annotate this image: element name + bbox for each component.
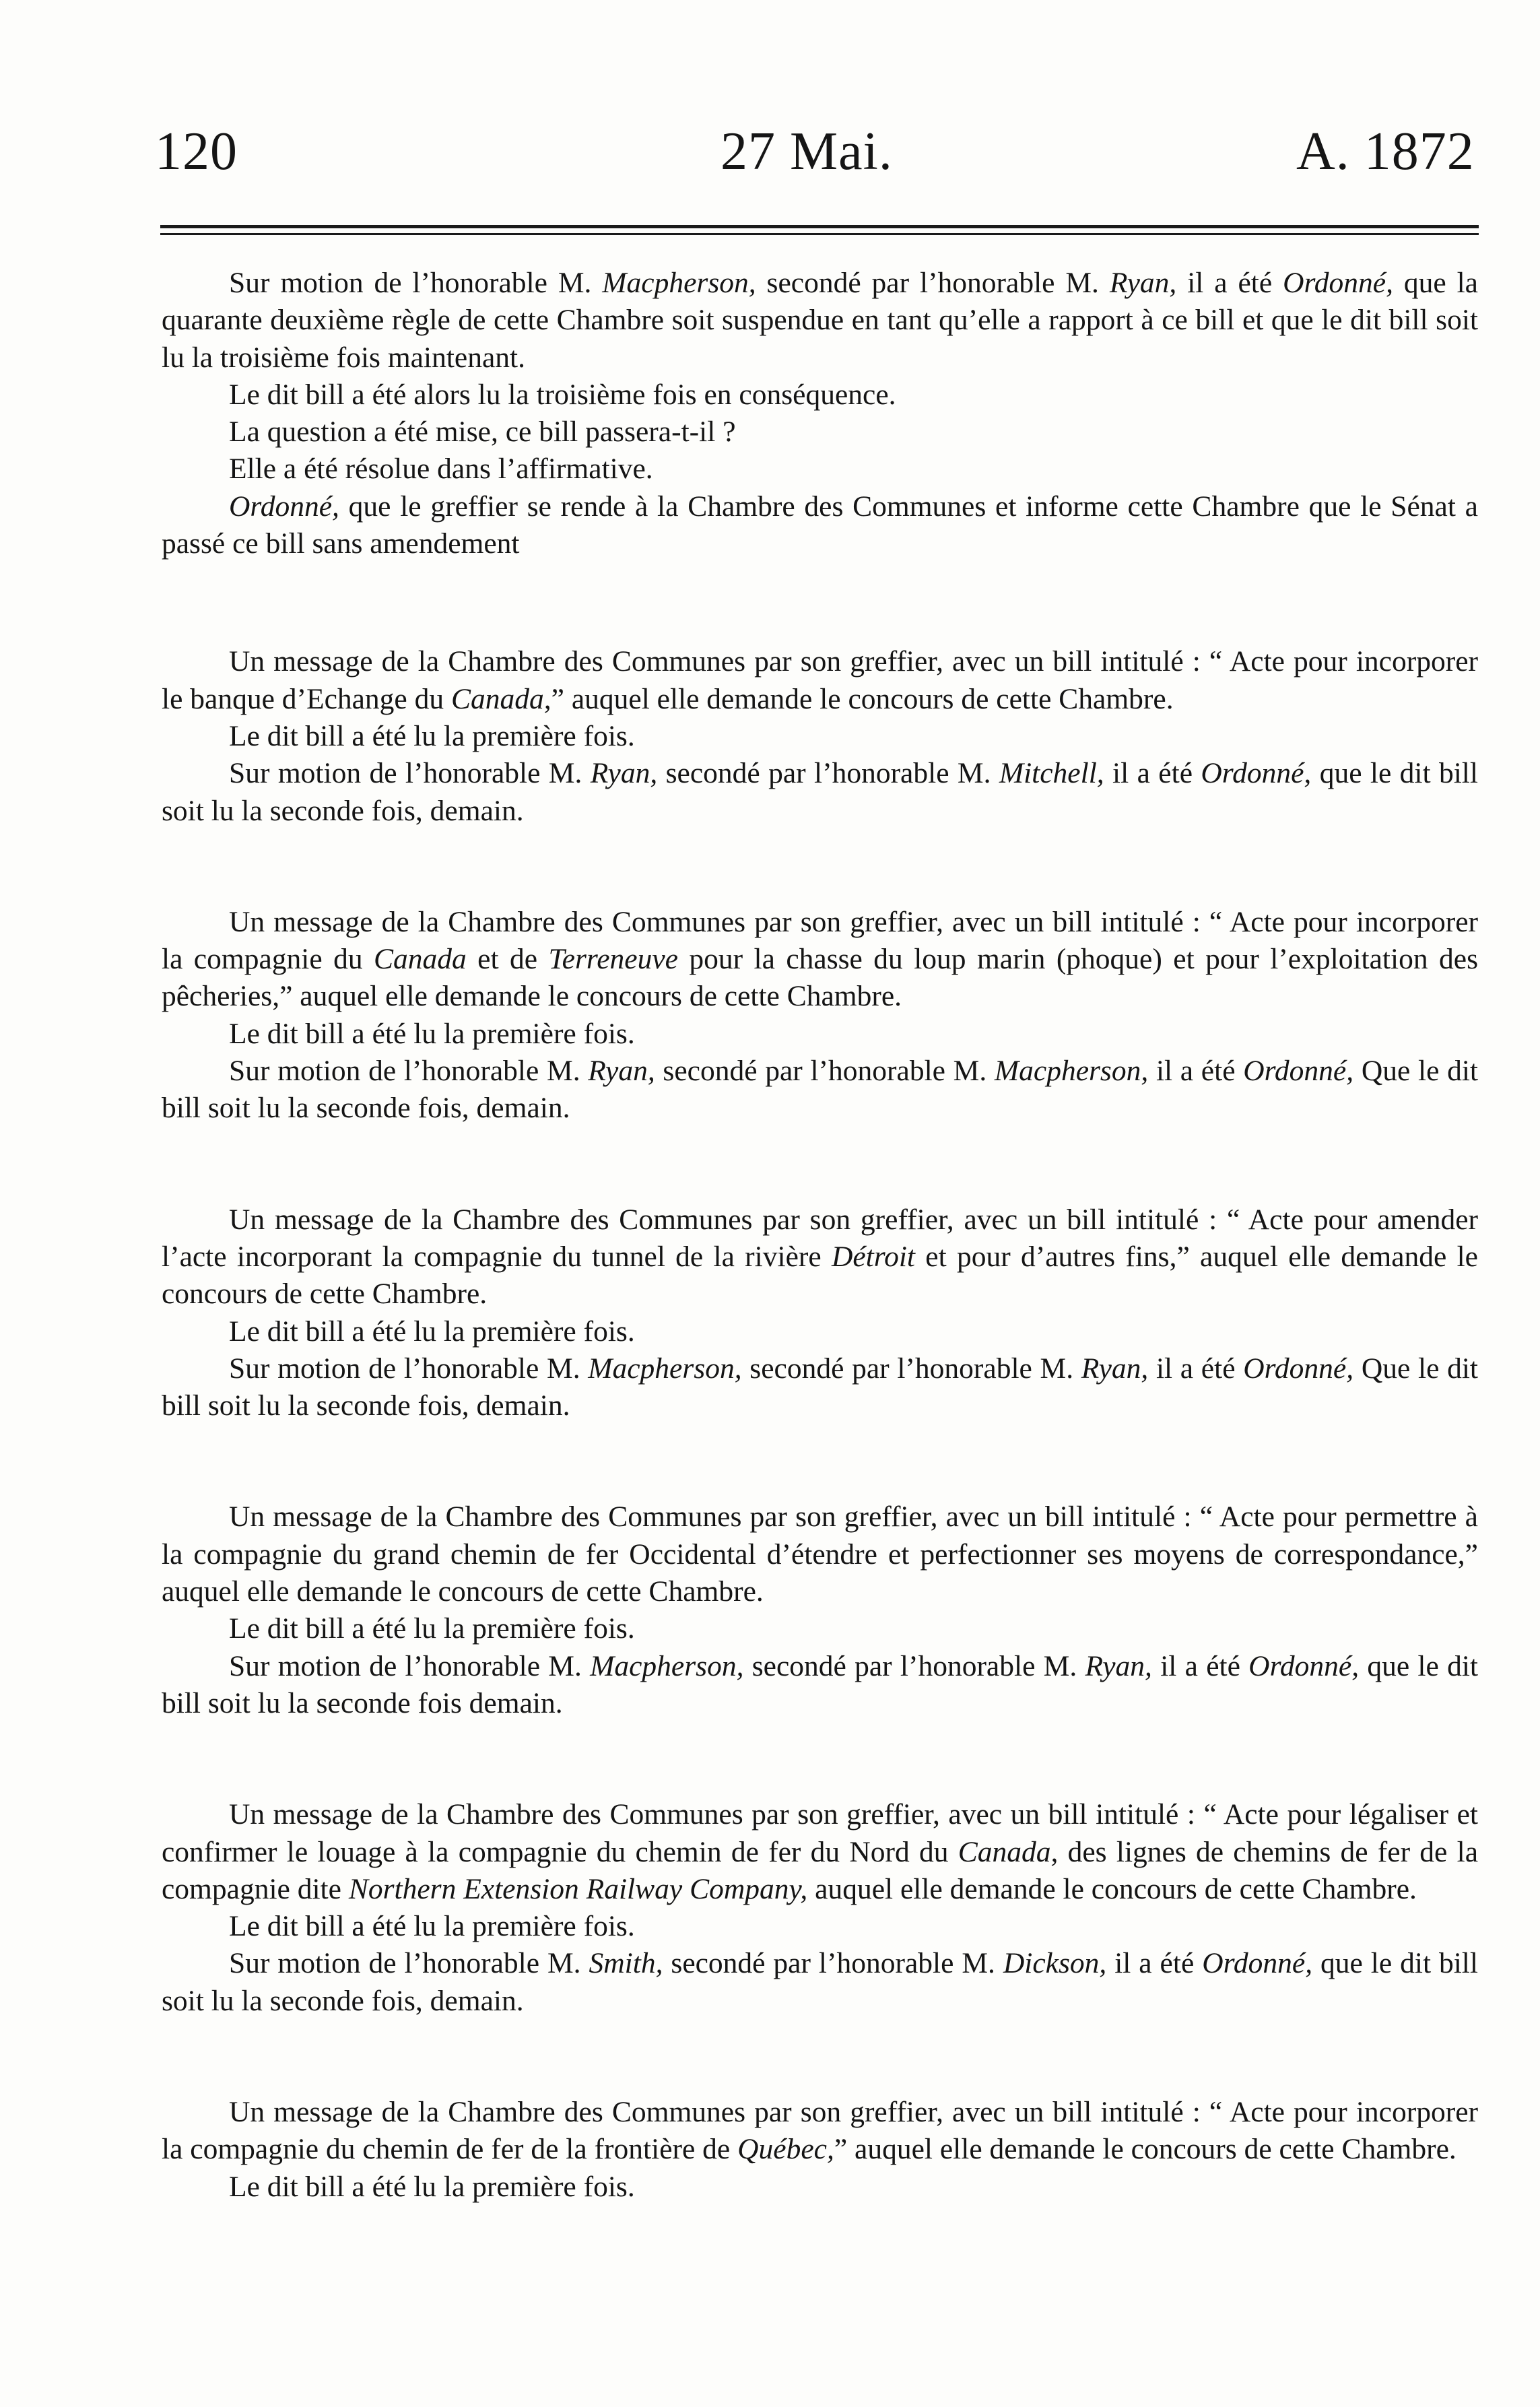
paragraph	[162, 1796, 1478, 1908]
italic-text: Ordonné,	[1202, 1947, 1313, 1980]
text-run: auquel elle demande le concours de cette Chambre.	[807, 1872, 1417, 1905]
text-run: il a été	[1151, 1649, 1249, 1682]
paragraph	[162, 1053, 1478, 1127]
entry-block	[162, 643, 1478, 829]
text-run: secondé par l’honorable M.	[756, 267, 1110, 299]
text-run: il a été	[1106, 1947, 1203, 1980]
text-run: Un message de la Chambre des Communes par son greffier, avec un bill intitulé : “ Acte pour permettre à la compagnie du grand chemin de fer Occidental d’étendre et perfectionner ses moyens de correspondance,” auquel elle demande le concours de cette Chambre.	[162, 1501, 1478, 1608]
italic-text: Canada,	[958, 1835, 1059, 1868]
block-spacer	[162, 1424, 1478, 1498]
text-run: Sur motion de l’honorable M.	[229, 1947, 589, 1980]
paragraph	[162, 643, 1478, 718]
italic-text: Ordonné,	[1201, 757, 1312, 790]
text-run: secondé par l’honorable M.	[655, 1055, 995, 1088]
text-run: secondé par l’honorable M.	[743, 1649, 1085, 1682]
text-run: ” auquel elle demande le concours de cette Chambre.	[834, 2133, 1457, 2166]
entry-block	[162, 265, 1478, 562]
page-number: 120	[155, 122, 238, 181]
block-spacer	[162, 830, 1478, 904]
text-run: Le dit bill a été lu la première fois.	[229, 1017, 635, 1050]
text-run: Que le dit bill soit lu la seconde fois, demain.	[162, 1055, 1478, 1125]
text-run: Que le dit bill soit lu la seconde fois, demain.	[162, 1352, 1478, 1422]
italic-text: Ordonné,	[1243, 1352, 1354, 1385]
entry-block	[162, 2094, 1478, 2206]
italic-text: Ordonné,	[229, 490, 339, 523]
page-date: 27 Mai.	[721, 122, 893, 181]
text-run: pour la chasse du loup marin (phoque) et pour l’exploitation des pêcheries,” auquel elle demande le concours de cette Chambre.	[162, 943, 1478, 1013]
paragraph	[162, 2094, 1478, 2169]
text-run: il a été	[1176, 267, 1283, 299]
text-run: Un message de la Chambre des Communes par son greffier, avec un bill intitulé : “ Acte pour incorporer la compagnie du	[162, 905, 1478, 976]
italic-text: Terreneuve	[548, 943, 678, 976]
text-run: ” auquel elle demande le concours de cette Chambre.	[551, 682, 1174, 715]
italic-text: Dickson,	[1003, 1947, 1107, 1980]
paragraph	[162, 265, 1478, 376]
italic-text: Macpherson,	[588, 1352, 742, 1385]
paragraph	[162, 1350, 1478, 1425]
text-run: il a été	[1148, 1352, 1244, 1385]
entry-block	[162, 1796, 1478, 2020]
block-spacer	[162, 562, 1478, 643]
italic-text: Ryan,	[1109, 267, 1177, 299]
text-run: Elle a été résolue dans l’affirmative.	[229, 453, 653, 486]
italic-text: Northern Extension Railway Company,	[348, 1872, 808, 1905]
text-run: Sur motion de l’honorable M.	[229, 757, 591, 790]
paragraph	[162, 1201, 1478, 1313]
text-run: il a été	[1104, 757, 1201, 790]
italic-text: Ryan,	[1081, 1352, 1149, 1385]
paragraph	[162, 1908, 1478, 1945]
italic-text: Ryan,	[1085, 1649, 1152, 1682]
italic-text: Macpherson,	[994, 1055, 1149, 1088]
text-run: que le dit bill soit lu la seconde fois, demain.	[162, 757, 1478, 827]
paragraph	[162, 488, 1478, 563]
text-run: il a été	[1148, 1055, 1244, 1088]
paragraph	[162, 1016, 1478, 1053]
entry-block	[162, 904, 1478, 1127]
page-year: A. 1872	[1296, 122, 1475, 181]
text-run: que le dit bill soit lu la seconde fois, demain.	[162, 1947, 1478, 2017]
paragraph	[162, 904, 1478, 1016]
text-run: Un message de la Chambre des Communes par son greffier, avec un bill intitulé : “ Acte pour incorporer le banque d’Echange du	[162, 645, 1478, 715]
text-run: Le dit bill a été lu la première fois.	[229, 1612, 635, 1645]
italic-text: Macpherson,	[590, 1649, 744, 1682]
italic-text: Ordonné,	[1283, 267, 1393, 299]
text-run: secondé par l’honorable M.	[663, 1947, 1003, 1980]
block-spacer	[162, 1722, 1478, 1796]
text-run: et de	[466, 943, 549, 976]
paragraph	[162, 414, 1478, 451]
header-rule-thick	[160, 225, 1479, 228]
italic-text: Ryan,	[590, 757, 658, 790]
paragraph	[162, 1648, 1478, 1723]
italic-text: Canada,	[451, 682, 551, 715]
text-run: Sur motion de l’honorable M.	[229, 1352, 589, 1385]
header-rule-thin	[160, 233, 1479, 235]
paragraph	[162, 755, 1478, 830]
paragraph	[162, 376, 1478, 414]
text-run: secondé par l’honorable M.	[741, 1352, 1081, 1385]
text-run: Un message de la Chambre des Communes par son greffier, avec un bill intitulé : “ Acte pour amender l’acte incorporant la compagnie du tunnel de la rivière	[162, 1203, 1478, 1273]
text-run: et pour d’autres fins,” auquel elle demande le concours de cette Chambre.	[162, 1240, 1478, 1311]
paragraph	[162, 1313, 1478, 1350]
entry-block	[162, 1201, 1478, 1425]
text-run: Le dit bill a été lu la première fois.	[229, 1315, 635, 1348]
text-run: Sur motion de l’honorable M.	[229, 1055, 589, 1088]
text-run: Un message de la Chambre des Communes par son greffier, avec un bill intitulé : “ Acte pour légaliser et confirmer le louage à la compagnie du chemin de fer du Nord du	[162, 1798, 1478, 1868]
text-run: Sur motion de l’honorable M.	[229, 1649, 591, 1682]
text-run: Un message de la Chambre des Communes par son greffier, avec un bill intitulé : “ Acte pour incorporer la compagnie du chemin de fer de la frontière de	[162, 2095, 1478, 2166]
text-run: Le dit bill a été alors lu la troisième fois en conséquence.	[229, 378, 896, 411]
text-run: Sur motion de l’honorable M.	[229, 267, 603, 299]
text-run: que le greffier se rende à la Chambre des Communes et informe cette Chambre que le Sénat a passé ce bill sans amendement	[162, 490, 1478, 560]
italic-text: Ordonné,	[1243, 1055, 1354, 1088]
italic-text: Macpherson,	[602, 267, 756, 299]
paragraph	[162, 1945, 1478, 2020]
text-run: que la quarante deuxième règle de cette Chambre soit suspendue en tant qu’elle a rapport à ce bill et que le dit bill soit lu la troisième fois maintenant.	[162, 267, 1478, 374]
italic-text: Détroit	[831, 1240, 916, 1273]
text-run: Le dit bill a été lu la première fois.	[229, 2170, 635, 2203]
paragraph	[162, 1610, 1478, 1647]
paragraph	[162, 2169, 1478, 2206]
text-run: Le dit bill a été lu la première fois.	[229, 1910, 635, 1943]
text-run: La question a été mise, ce bill passera-t-il ?	[229, 416, 736, 449]
paragraph	[162, 718, 1478, 755]
block-spacer	[162, 1127, 1478, 1201]
paragraph	[162, 1498, 1478, 1610]
block-spacer	[162, 2020, 1478, 2094]
paragraph	[162, 451, 1478, 488]
entry-block	[162, 1498, 1478, 1722]
italic-text: Ordonné,	[1248, 1649, 1360, 1682]
text-run: secondé par l’honorable M.	[657, 757, 999, 790]
italic-text: Ryan,	[588, 1055, 655, 1088]
document-body	[162, 265, 1478, 2206]
italic-text: Mitchell,	[999, 757, 1104, 790]
text-run: Le dit bill a été lu la première fois.	[229, 719, 635, 752]
italic-text: Québec,	[737, 2133, 834, 2166]
text-run: des lignes de chemins de fer de la compagnie dite	[162, 1835, 1478, 1905]
text-run: que le dit bill soit lu la seconde fois demain.	[162, 1649, 1478, 1719]
italic-text: Smith,	[589, 1947, 663, 1980]
italic-text: Canada	[374, 943, 467, 976]
